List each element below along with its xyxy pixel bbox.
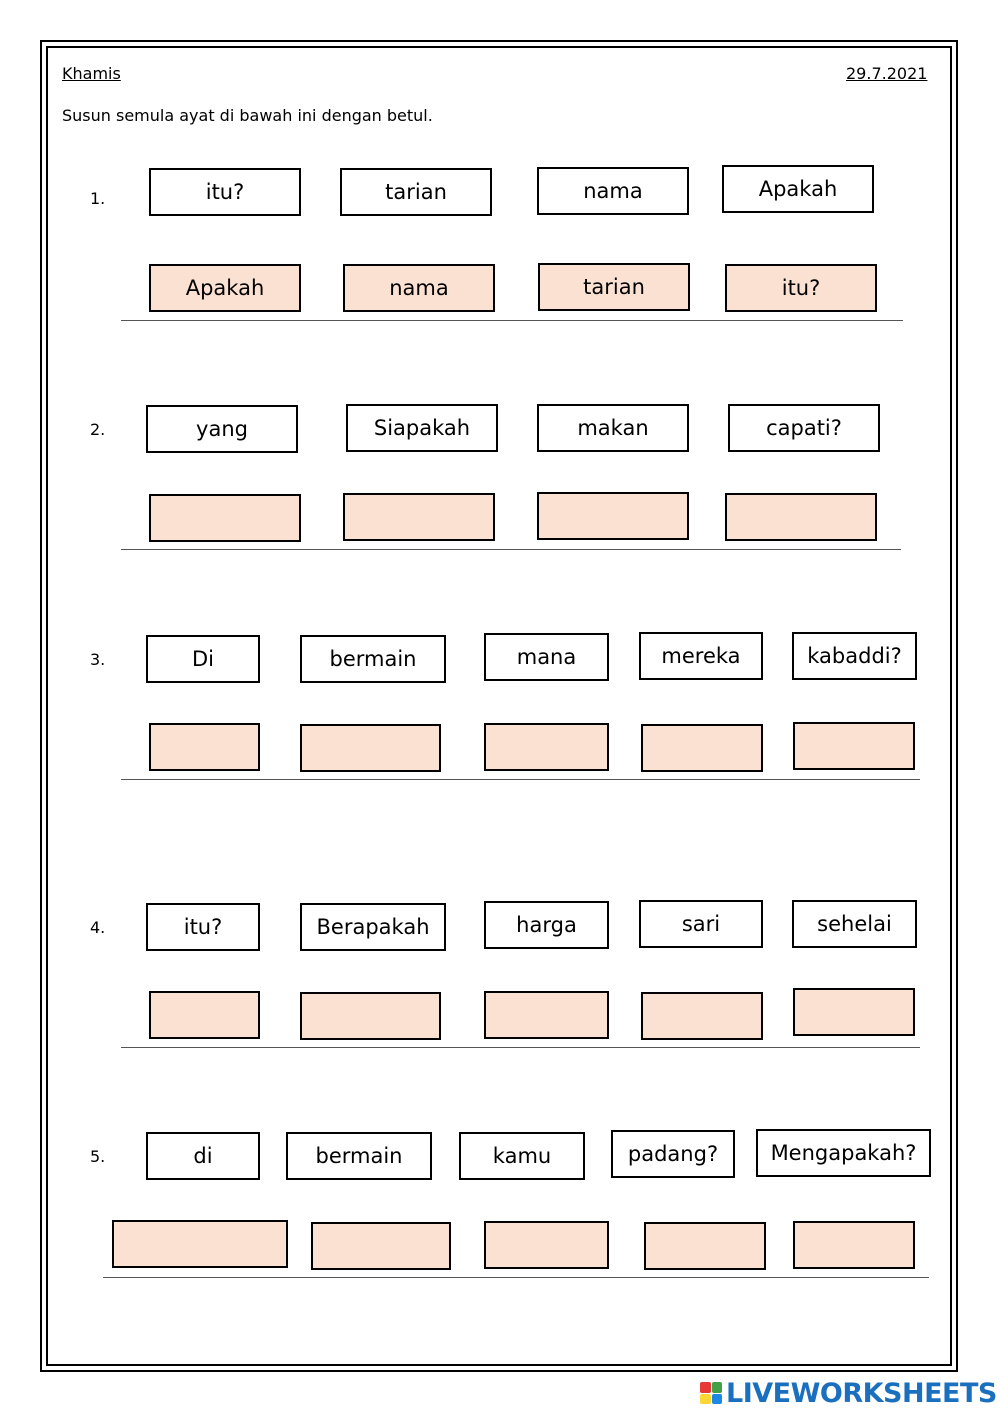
word-tile[interactable]: harga (484, 901, 609, 949)
word-tile[interactable]: di (146, 1132, 260, 1180)
word-tile[interactable]: Mengapakah? (756, 1129, 931, 1177)
answer-slot[interactable] (725, 493, 877, 541)
answer-slot[interactable] (149, 723, 260, 771)
answer-slot[interactable]: nama (343, 264, 495, 312)
answer-slot[interactable] (149, 991, 260, 1039)
writing-line (121, 549, 901, 550)
logo-text: LIVEWORKSHEETS (726, 1377, 997, 1409)
answer-slot[interactable]: itu? (725, 264, 877, 312)
liveworksheets-logo (700, 1378, 997, 1408)
writing-line (121, 320, 903, 321)
answer-slot[interactable]: Apakah (149, 264, 301, 312)
answer-slot[interactable] (484, 1221, 609, 1269)
word-tile[interactable]: tarian (340, 168, 492, 216)
question-number: 4. (90, 918, 106, 937)
word-tile[interactable]: sari (639, 900, 763, 948)
answer-slot[interactable] (300, 992, 441, 1040)
question-number: 1. (90, 189, 106, 208)
word-tile[interactable]: mereka (639, 632, 763, 680)
word-tile[interactable]: Apakah (722, 165, 874, 213)
word-tile[interactable]: nama (537, 167, 689, 215)
word-tile[interactable]: makan (537, 404, 689, 452)
answer-slot[interactable] (537, 492, 689, 540)
liveworksheets-logo-icon (700, 1382, 722, 1404)
word-tile[interactable]: Berapakah (300, 903, 446, 951)
word-tile[interactable]: Siapakah (346, 404, 498, 452)
answer-slot[interactable]: tarian (538, 263, 690, 311)
answer-slot[interactable] (484, 723, 609, 771)
day-label: Khamis (62, 64, 121, 83)
answer-slot[interactable] (300, 724, 441, 772)
answer-slot[interactable] (793, 1221, 915, 1269)
word-tile[interactable]: itu? (149, 168, 301, 216)
writing-line (103, 1277, 929, 1278)
answer-slot[interactable] (343, 493, 495, 541)
word-tile[interactable]: kamu (459, 1132, 585, 1180)
instruction-text: Susun semula ayat di bawah ini dengan betul. (62, 106, 433, 125)
word-tile[interactable]: padang? (611, 1130, 735, 1178)
answer-slot[interactable] (641, 992, 763, 1040)
word-tile[interactable]: bermain (286, 1132, 432, 1180)
date-label: 29.7.2021 (846, 64, 928, 83)
word-tile[interactable]: yang (146, 405, 298, 453)
answer-slot[interactable] (149, 494, 301, 542)
word-tile[interactable]: kabaddi? (792, 632, 917, 680)
word-tile[interactable]: itu? (146, 903, 260, 951)
answer-slot[interactable] (484, 991, 609, 1039)
answer-slot[interactable] (311, 1222, 451, 1270)
writing-line (121, 1047, 920, 1048)
answer-slot[interactable] (641, 724, 763, 772)
word-tile[interactable]: bermain (300, 635, 446, 683)
question-number: 3. (90, 650, 106, 669)
word-tile[interactable]: capati? (728, 404, 880, 452)
question-number: 2. (90, 420, 106, 439)
word-tile[interactable]: sehelai (792, 900, 917, 948)
writing-line (121, 779, 920, 780)
answer-slot[interactable] (112, 1220, 288, 1268)
word-tile[interactable]: mana (484, 633, 609, 681)
answer-slot[interactable] (793, 722, 915, 770)
answer-slot[interactable] (793, 988, 915, 1036)
question-number: 5. (90, 1147, 106, 1166)
answer-slot[interactable] (644, 1222, 766, 1270)
word-tile[interactable]: Di (146, 635, 260, 683)
